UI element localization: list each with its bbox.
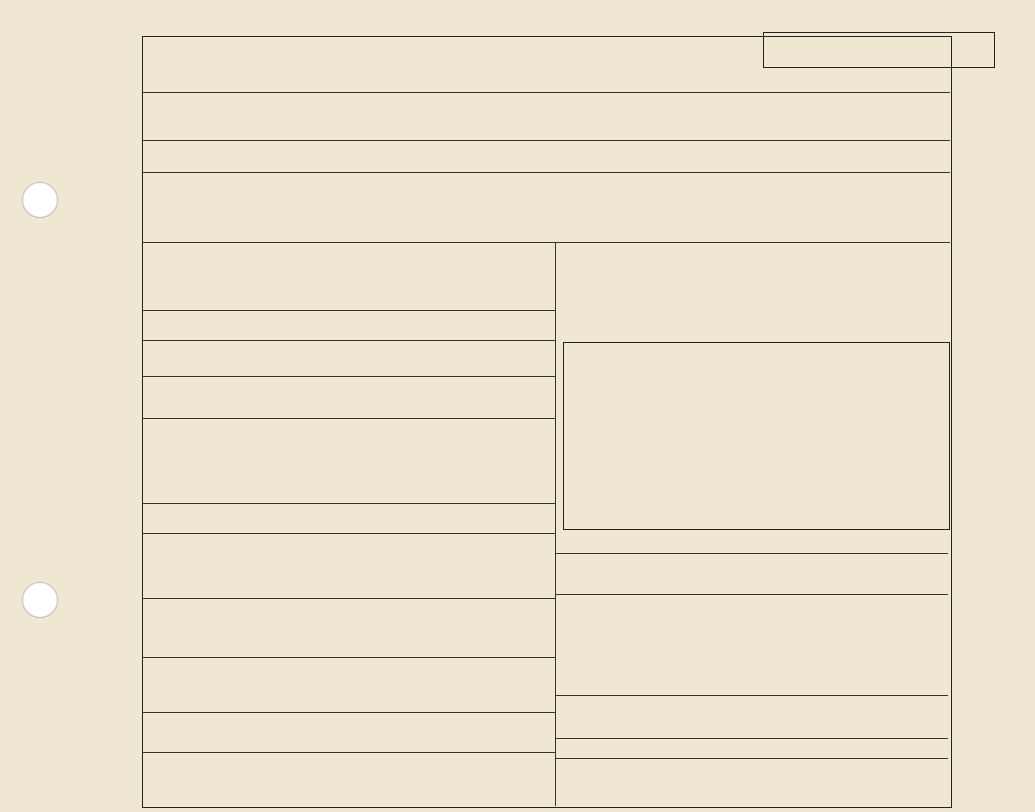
divider: [142, 92, 950, 93]
divider: [142, 752, 555, 753]
divider: [142, 340, 555, 341]
divider: [555, 553, 948, 554]
registration-number-box: [763, 32, 995, 68]
divider: [142, 242, 950, 243]
divider: [142, 140, 950, 141]
divider: [142, 172, 950, 173]
column-divider: [555, 242, 556, 806]
divider: [142, 712, 555, 713]
divider: [555, 758, 948, 759]
divider: [555, 695, 948, 696]
divider: [142, 533, 555, 534]
divider: [142, 657, 555, 658]
divider: [555, 594, 948, 595]
punch-hole-bottom: [22, 582, 58, 618]
punch-hole-top: [22, 182, 58, 218]
divider: [142, 503, 555, 504]
divider: [555, 738, 948, 739]
cause-of-death-box: [563, 342, 950, 530]
divider: [142, 310, 555, 311]
divider: [142, 376, 555, 377]
divider: [142, 418, 555, 419]
divider: [142, 598, 555, 599]
